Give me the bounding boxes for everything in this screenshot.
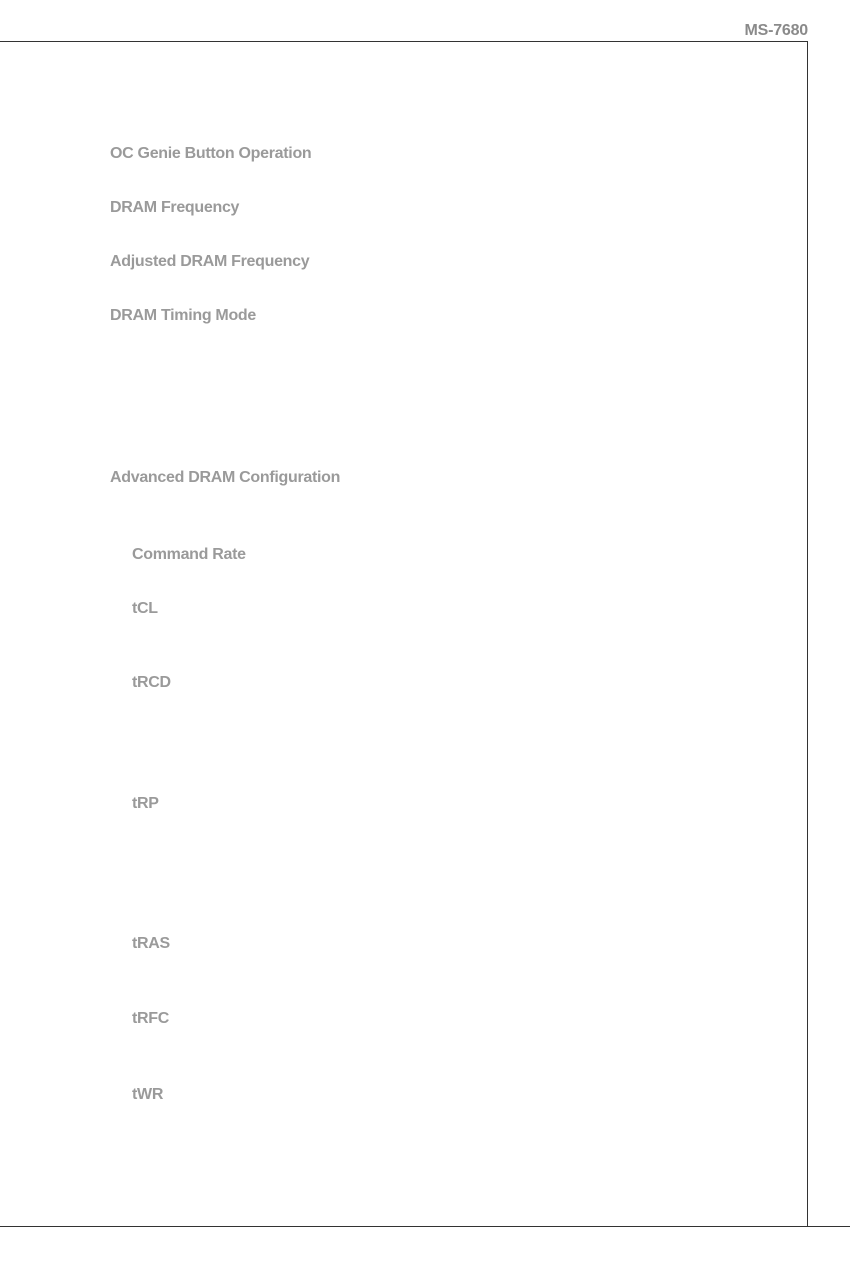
command-rate-label: Command Rate <box>132 546 246 563</box>
bottom-rule <box>0 1226 850 1227</box>
dram-timing-mode-label: DRAM Timing Mode <box>110 307 257 324</box>
tcl-label: tCL <box>132 600 158 617</box>
advanced-dram-configuration-label: Advanced DRAM Configuration <box>110 469 341 486</box>
trfc-label: tRFC <box>132 1010 170 1027</box>
tras-label: tRAS <box>132 935 170 952</box>
adjusted-dram-frequency-label: Adjusted DRAM Frequency <box>110 253 310 270</box>
twr-label: tWR <box>132 1086 164 1103</box>
trcd-label: tRCD <box>132 674 171 691</box>
trp-label: tRP <box>132 795 159 812</box>
right-rule <box>807 41 808 1227</box>
dram-frequency-label: DRAM Frequency <box>110 199 240 216</box>
top-rule <box>0 41 808 42</box>
model-number: MS-7680 <box>744 22 808 39</box>
oc-genie-button-operation-label: OC Genie Button Operation <box>110 145 312 162</box>
